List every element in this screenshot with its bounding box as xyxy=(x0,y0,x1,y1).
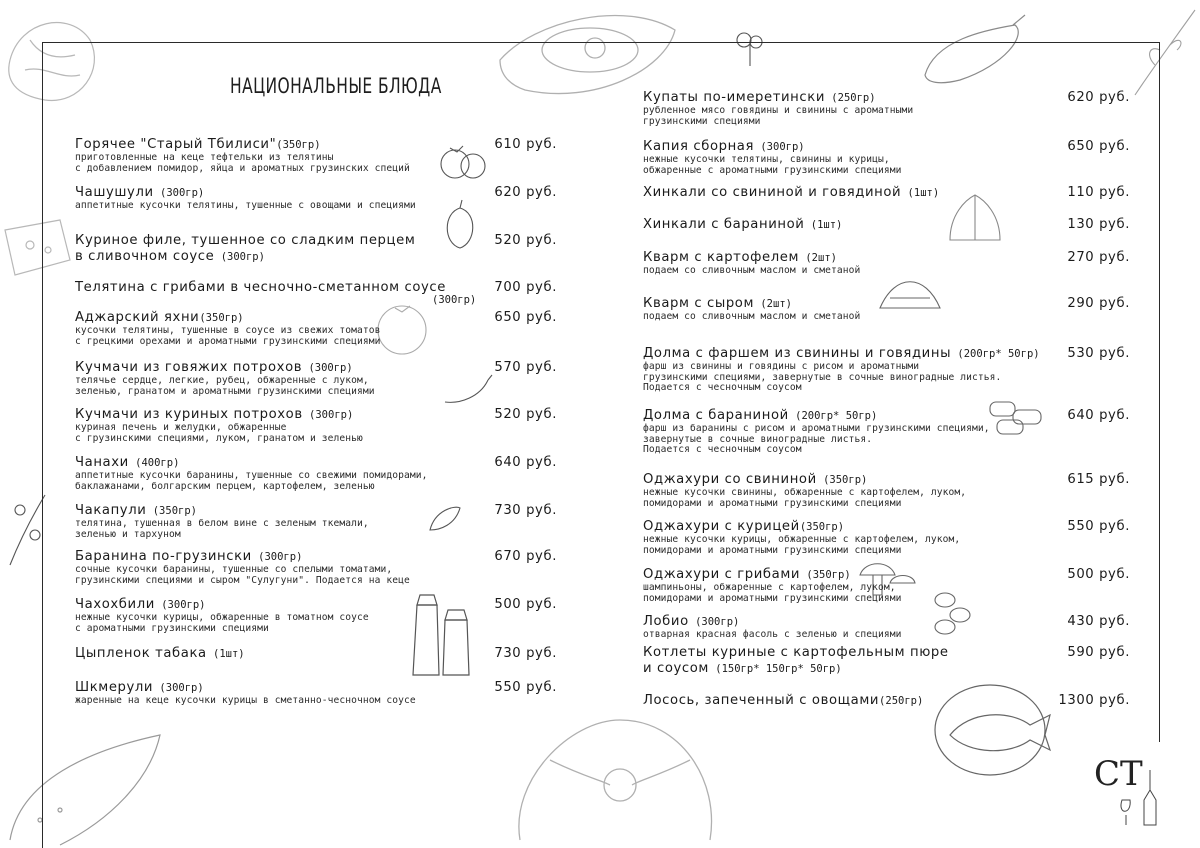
dish-weight: (400гр) xyxy=(128,457,180,469)
menu-item xyxy=(75,503,369,540)
dish-name: Цыпленок табака (1шт) xyxy=(75,646,245,661)
khinkali-large-sketch-icon xyxy=(510,700,725,848)
menu-item xyxy=(75,233,415,265)
dish-price: 550 руб. xyxy=(1067,519,1130,534)
dish-price: 650 руб. xyxy=(494,310,557,325)
menu-item xyxy=(643,472,966,509)
dish-description: с грузинскими специями, луком, гранатом и зеленью xyxy=(75,432,363,444)
dish-weight: (300гр) xyxy=(153,187,205,199)
menu-item xyxy=(75,137,410,174)
dish-price: 670 руб. xyxy=(494,549,557,564)
dish-description: аппетитные кусочки баранины, тушенные со свежими помидорами, xyxy=(75,470,428,481)
dish-name: Кучмачи из говяжих потрохов (300гр) xyxy=(75,360,353,375)
dish-description: приготовленные на кеце тефтельки из телятины xyxy=(75,152,334,163)
dish-name: Кучмачи из куриных потрохов (300гр) xyxy=(75,407,354,422)
logo-monogram: СТ xyxy=(1094,754,1143,794)
dish-weight: (250гр) xyxy=(824,92,876,104)
dish-price: 130 руб. xyxy=(1067,217,1130,232)
dumpling-sketch-icon xyxy=(0,0,110,130)
dish-weight: (300гр) xyxy=(154,599,206,611)
dish-price: 500 руб. xyxy=(494,597,557,612)
dish-name: Телятина с грибами в чесночно-сметанном соусе xyxy=(75,280,446,295)
page-title: НАЦИОНАЛЬНЫЕ БЛЮДА xyxy=(230,74,442,98)
frame-top-line xyxy=(42,42,1160,43)
menu-item xyxy=(75,680,416,707)
dish-name: Капия сборная (300гр) xyxy=(643,139,805,154)
dish-weight: (200гр* 50гр) xyxy=(951,348,1040,360)
dish-name: Оджахури со свининой (350гр) xyxy=(643,472,868,487)
dish-description: подаем со сливочным маслом и сметаной xyxy=(643,311,861,322)
dish-description: с ароматными грузинскими специями xyxy=(75,622,269,634)
dish-weight: (350гр) xyxy=(799,521,845,533)
dish-weight: (350гр) xyxy=(199,312,244,324)
dish-weight: (300гр) xyxy=(302,362,353,374)
leaf-sketch-icon xyxy=(425,500,465,535)
dish-price: 620 руб. xyxy=(1067,90,1130,105)
dish-description: зеленью и тархуном xyxy=(75,528,181,540)
dish-price: 650 руб. xyxy=(1067,139,1130,154)
dish-weight: (150гр* 150гр* 50гр) xyxy=(708,663,842,675)
menu-item xyxy=(75,407,363,444)
dish-weight: (300гр) xyxy=(153,682,204,694)
dish-description: зеленью, гранатом и ароматными грузинскими специями xyxy=(75,385,375,397)
dish-description: жаренные на кеце кусочки курицы в сметанно-чесночном соусе xyxy=(75,695,416,706)
dish-price: 520 руб. xyxy=(494,233,557,248)
dish-name: Баранина по-грузински (300гр) xyxy=(75,549,303,564)
dish-description: помидорами и ароматными грузинскими специями xyxy=(643,497,902,509)
pastry-sketch-icon xyxy=(875,268,945,318)
dish-price: 520 руб. xyxy=(494,407,557,422)
dish-price: 110 руб. xyxy=(1067,185,1130,200)
menu-item xyxy=(643,408,990,456)
dish-price: 270 руб. xyxy=(1067,250,1130,265)
dish-description: рубленное мясо говядины и свинины с ароматными xyxy=(643,105,914,116)
menu-item xyxy=(75,360,375,397)
dish-name: Чашушули (300гр) xyxy=(75,185,205,200)
beans-sketch-icon xyxy=(930,585,975,640)
dish-price: 700 руб. xyxy=(494,280,557,295)
dish-description: нежные кусочки курицы, обжаренные с картофелем, луком, xyxy=(643,534,961,545)
dish-price: 730 руб. xyxy=(494,646,557,661)
dish-description: кусочки телятины, тушенные в соусе из свежих томатов xyxy=(75,325,381,336)
dish-weight: (350гр) xyxy=(816,474,868,486)
dish-name: Кварм с сыром (2шт) xyxy=(643,296,792,311)
dish-price: 620 руб. xyxy=(494,185,557,200)
dish-price: 640 руб. xyxy=(1067,408,1130,423)
menu-item xyxy=(75,185,416,212)
dish-weight: (1шт) xyxy=(901,187,940,199)
dish-description: подаем со сливочным маслом и сметаной xyxy=(643,265,861,276)
pepper-sketch-icon xyxy=(438,198,483,253)
dish-name: Кварм с картофелем (2шт) xyxy=(643,250,837,265)
dish-description: с грецкими орехами и ароматными грузинскими специями xyxy=(75,335,381,347)
dish-weight: (300гр) xyxy=(688,616,740,628)
menu-item xyxy=(643,567,902,604)
menu-item xyxy=(643,614,902,641)
dish-name: Чахохбили (300гр) xyxy=(75,597,206,612)
menu-item xyxy=(75,455,428,492)
dish-price: 610 руб. xyxy=(494,137,557,152)
dish-description: телятина, тушенная в белом вине с зеленым ткемали, xyxy=(75,518,369,529)
menu-item xyxy=(643,346,1040,394)
eggplant-sketch-icon xyxy=(915,10,1030,90)
menu-item xyxy=(75,549,410,586)
menu-item xyxy=(643,250,860,277)
dish-price: 1300 руб. xyxy=(1058,693,1130,708)
dish-weight: (300гр) xyxy=(214,251,265,263)
dish-name: Аджарский яхни(350гр) xyxy=(75,310,244,325)
dish-description: отварная красная фасоль с зеленью и специями xyxy=(643,629,902,640)
menu-item xyxy=(643,185,939,201)
menu-item xyxy=(75,280,476,306)
dish-description: шампиньоны, обжаренные с картофелем, луком, xyxy=(643,582,896,593)
dish-description: нежные кусочки телятины, свинины и курицы, xyxy=(643,154,890,165)
dish-name: Шкмерули (300гр) xyxy=(75,680,204,695)
dish-description: баклажанами, болгарским перцем, картофелем, зеленью xyxy=(75,480,375,492)
dish-name: Долма с фаршем из свинины и говядины (200гр* 50гр) xyxy=(643,346,1040,361)
dish-weight: (300гр) xyxy=(251,551,303,563)
menu-item xyxy=(75,597,369,634)
dish-description: помидорами и ароматными грузинскими специями xyxy=(643,592,902,604)
dish-description: обжаренные с ароматными грузинскими специями xyxy=(643,164,902,176)
dish-weight: (350гр) xyxy=(800,569,851,581)
dish-price: 500 руб. xyxy=(1067,567,1130,582)
dish-name: Оджахури с грибами (350гр) xyxy=(643,567,851,582)
dish-price: 640 руб. xyxy=(494,455,557,470)
dish-description: фарш из баранины с рисом и ароматными грузинскими специями, xyxy=(643,423,990,434)
dish-weight: (350гр) xyxy=(276,139,321,151)
dish-price: 730 руб. xyxy=(494,503,557,518)
dish-name: Чанахи (400гр) xyxy=(75,455,180,470)
menu-item xyxy=(643,645,949,677)
dish-name-line2: и соусом (150гр* 150гр* 50гр) xyxy=(643,661,842,676)
dish-weight: (300гр) xyxy=(432,294,477,306)
dish-name: Горячее "Старый Тбилиси"(350гр) xyxy=(75,137,321,152)
dish-weight: (300гр) xyxy=(302,409,354,421)
dish-name: Котлеты куриные с картофельным пюре xyxy=(643,645,949,660)
dish-price: 290 руб. xyxy=(1067,296,1130,311)
dish-description: нежные кусочки курицы, обжаренные в томатном соусе xyxy=(75,612,369,623)
dish-weight: (1шт) xyxy=(804,219,843,231)
dish-weight: (350гр) xyxy=(146,505,197,517)
dish-name: Лобио (300гр) xyxy=(643,614,740,629)
dish-name: Хинкали со свининой и говядиной (1шт) xyxy=(643,185,940,200)
dish-price: 590 руб. xyxy=(1067,645,1130,660)
dish-price: 570 руб. xyxy=(494,360,557,375)
dish-description: Подается с чесночным соусом xyxy=(643,382,802,394)
menu-item xyxy=(643,693,923,709)
dish-name: Купаты по-имеретински (250гр) xyxy=(643,90,876,105)
dish-description: нежные кусочки свинины, обжаренные с картофелем, луком, xyxy=(643,487,967,498)
menu-item xyxy=(75,310,381,347)
menu-item xyxy=(643,519,960,556)
cheese-sketch-icon xyxy=(0,210,75,290)
chili-sketch-icon xyxy=(440,372,495,410)
dish-name: Куриное филе, тушенное со сладким перцем xyxy=(75,233,416,248)
dish-price: 530 руб. xyxy=(1067,346,1130,361)
dish-name: Лосось, запеченный с овощами(250гр) xyxy=(643,693,924,708)
dish-description: Подается с чесночным соусом xyxy=(643,444,802,456)
menu-item xyxy=(75,646,245,662)
dish-name: Хинкали с бараниной (1шт) xyxy=(643,217,843,232)
menu-item xyxy=(643,139,902,176)
dish-description: телячье сердце, легкие, рубец, обжаренные с луком, xyxy=(75,375,369,386)
frame-left-line xyxy=(42,42,43,848)
parsley-sketch-icon xyxy=(730,28,770,68)
menu-item xyxy=(643,90,913,127)
dish-description: грузинскими специями, завернутые в сочные виноградные листья. xyxy=(643,371,1002,383)
dish-description: грузинскими специями xyxy=(643,115,761,127)
flatbread-sketch-icon xyxy=(0,720,170,848)
dish-description: с добавлением помидор, яйца и ароматных грузинских специй xyxy=(75,162,410,174)
fish-plate-sketch-icon xyxy=(930,680,1060,780)
salt-pepper-shakers-icon xyxy=(405,590,475,680)
dish-price: 550 руб. xyxy=(494,680,557,695)
dish-description: куриная печень и желудки, обжаренные xyxy=(75,422,287,433)
dish-weight: (250гр) xyxy=(879,695,924,707)
dish-price: 430 руб. xyxy=(1067,614,1130,629)
dish-price: 615 руб. xyxy=(1067,472,1130,487)
dish-name: Долма с бараниной (200гр* 50гр) xyxy=(643,408,878,423)
herb-sketch-icon xyxy=(1125,5,1200,100)
dish-weight: (2шт) xyxy=(754,298,792,310)
dish-description: завернутые в сочные виноградные листья. xyxy=(643,433,873,445)
dish-name-line2: в сливочном соусе (300гр) xyxy=(75,249,265,264)
dish-description: грузинскими специями и сыром "Сулугуни". Подается на кеце xyxy=(75,574,410,586)
dish-weight: (1шт) xyxy=(206,648,245,660)
herb-branch-icon xyxy=(0,490,55,570)
dish-name: Оджахури с курицей(350гр) xyxy=(643,519,845,534)
tomato-sketch-icon xyxy=(435,136,490,186)
dish-weight: (300гр) xyxy=(754,141,805,153)
dish-weight: (200гр* 50гр) xyxy=(788,410,878,422)
dish-weight: (2шт) xyxy=(799,252,837,264)
khinkali-small-sketch-icon xyxy=(945,190,1005,245)
dish-description: сочные кусочки баранины, тушенные со спелыми томатами, xyxy=(75,564,393,575)
dish-name: Чакапули (350гр) xyxy=(75,503,197,518)
dish-description: фарш из свинины и говядины с рисом и ароматными xyxy=(643,361,920,372)
menu-item xyxy=(643,296,860,323)
dish-description: помидорами и ароматными грузинскими специями xyxy=(643,544,902,556)
dolma-sketch-icon xyxy=(985,392,1050,440)
dish-description: аппетитные кусочки телятины, тушенные с овощами и специями xyxy=(75,200,416,211)
frame-right-line xyxy=(1159,42,1160,742)
menu-item xyxy=(643,217,842,233)
restaurant-logo xyxy=(1092,740,1162,830)
